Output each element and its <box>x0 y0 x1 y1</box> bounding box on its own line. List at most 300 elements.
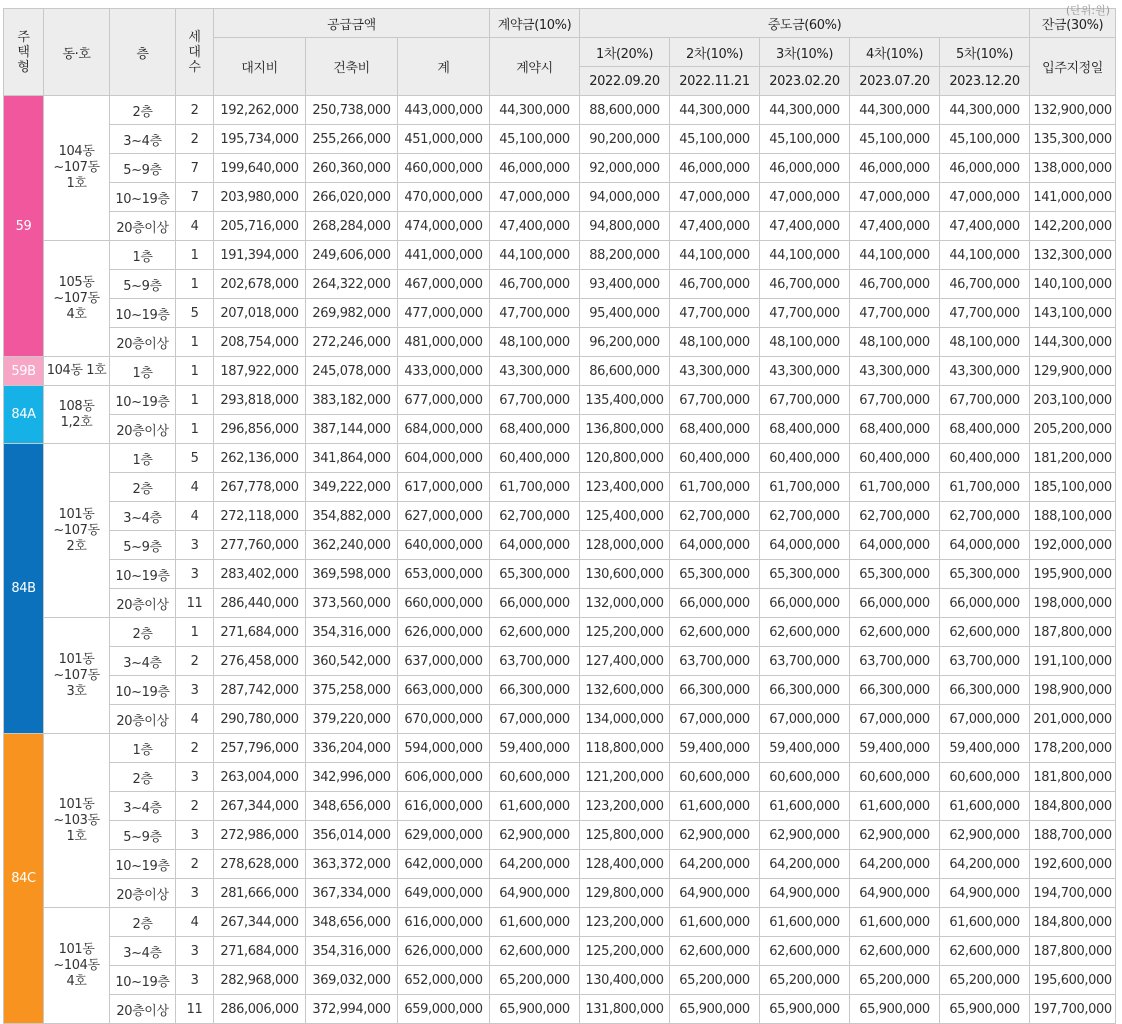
mid3-cell: 61,700,000 <box>760 473 850 502</box>
land-cell: 281,666,000 <box>214 879 306 908</box>
balance-cell: 184,800,000 <box>1030 792 1116 821</box>
mid3-cell: 64,900,000 <box>760 879 850 908</box>
mid4-cell: 64,200,000 <box>850 850 940 879</box>
mid1-cell: 96,200,000 <box>580 328 670 357</box>
land-cell: 203,980,000 <box>214 183 306 212</box>
balance-cell: 195,600,000 <box>1030 966 1116 995</box>
mid3-cell: 62,600,000 <box>760 618 850 647</box>
mid5-cell: 59,400,000 <box>940 734 1030 763</box>
mid1-cell: 125,800,000 <box>580 821 670 850</box>
mid3-cell: 47,000,000 <box>760 183 850 212</box>
table-row <box>4 589 1116 618</box>
deposit-cell: 65,300,000 <box>490 560 580 589</box>
header-mid-round-4: 4차(10%) <box>850 38 940 67</box>
mid1-cell: 131,800,000 <box>580 995 670 1024</box>
deposit-cell: 64,900,000 <box>490 879 580 908</box>
table-header <box>4 9 1116 96</box>
mid1-cell: 128,000,000 <box>580 531 670 560</box>
housing-type-cell: 59 <box>4 96 44 357</box>
balance-cell: 197,700,000 <box>1030 995 1116 1024</box>
total-cell: 640,000,000 <box>398 531 490 560</box>
mid2-cell: 47,000,000 <box>670 183 760 212</box>
mid4-cell: 46,700,000 <box>850 270 940 299</box>
mid5-cell: 64,000,000 <box>940 531 1030 560</box>
total-cell: 659,000,000 <box>398 995 490 1024</box>
deposit-cell: 62,900,000 <box>490 821 580 850</box>
table-body <box>4 96 1116 1024</box>
total-cell: 616,000,000 <box>398 908 490 937</box>
mid1-cell: 123,200,000 <box>580 908 670 937</box>
table-row <box>4 821 1116 850</box>
mid3-cell: 65,200,000 <box>760 966 850 995</box>
building-cell: 354,316,000 <box>306 937 398 966</box>
building-cell: 336,204,000 <box>306 734 398 763</box>
mid4-cell: 45,100,000 <box>850 125 940 154</box>
mid2-cell: 46,000,000 <box>670 154 760 183</box>
table-row <box>4 386 1116 415</box>
deposit-cell: 43,300,000 <box>490 357 580 386</box>
deposit-cell: 61,600,000 <box>490 908 580 937</box>
table-row <box>4 734 1116 763</box>
table-row <box>4 995 1116 1024</box>
mid2-cell: 65,200,000 <box>670 966 760 995</box>
header-mid-round-1: 1차(20%) <box>580 38 670 67</box>
mid5-cell: 68,400,000 <box>940 415 1030 444</box>
deposit-cell: 47,400,000 <box>490 212 580 241</box>
balance-cell: 141,000,000 <box>1030 183 1116 212</box>
balance-cell: 132,300,000 <box>1030 241 1116 270</box>
building-cell: 372,994,000 <box>306 995 398 1024</box>
mid3-cell: 61,600,000 <box>760 792 850 821</box>
units-cell: 3 <box>176 531 214 560</box>
land-cell: 205,716,000 <box>214 212 306 241</box>
floor-cell: 10~19층 <box>110 560 176 589</box>
total-cell: 443,000,000 <box>398 96 490 125</box>
header-deposit-when: 계약시 <box>490 38 580 96</box>
mid5-cell: 44,300,000 <box>940 96 1030 125</box>
total-cell: 626,000,000 <box>398 618 490 647</box>
mid3-cell: 67,700,000 <box>760 386 850 415</box>
units-cell: 2 <box>176 734 214 763</box>
table-row <box>4 618 1116 647</box>
mid3-cell: 47,700,000 <box>760 299 850 328</box>
mid2-cell: 59,400,000 <box>670 734 760 763</box>
housing-type-cell: 59B <box>4 357 44 386</box>
mid2-cell: 44,100,000 <box>670 241 760 270</box>
total-cell: 474,000,000 <box>398 212 490 241</box>
deposit-cell: 48,100,000 <box>490 328 580 357</box>
building-cell: 348,656,000 <box>306 908 398 937</box>
building-cell: 375,258,000 <box>306 676 398 705</box>
deposit-cell: 45,100,000 <box>490 125 580 154</box>
units-cell: 3 <box>176 560 214 589</box>
mid1-cell: 123,200,000 <box>580 792 670 821</box>
land-cell: 278,628,000 <box>214 850 306 879</box>
building-cell: 269,982,000 <box>306 299 398 328</box>
mid1-cell: 125,200,000 <box>580 937 670 966</box>
floor-cell: 3~4층 <box>110 502 176 531</box>
total-cell: 637,000,000 <box>398 647 490 676</box>
total-cell: 629,000,000 <box>398 821 490 850</box>
balance-cell: 187,800,000 <box>1030 937 1116 966</box>
balance-cell: 185,100,000 <box>1030 473 1116 502</box>
total-cell: 677,000,000 <box>398 386 490 415</box>
units-cell: 1 <box>176 357 214 386</box>
deposit-cell: 62,600,000 <box>490 937 580 966</box>
building-cell: 360,542,000 <box>306 647 398 676</box>
total-cell: 606,000,000 <box>398 763 490 792</box>
land-cell: 192,262,000 <box>214 96 306 125</box>
mid4-cell: 62,600,000 <box>850 618 940 647</box>
mid5-cell: 65,300,000 <box>940 560 1030 589</box>
mid1-cell: 90,200,000 <box>580 125 670 154</box>
mid4-cell: 61,700,000 <box>850 473 940 502</box>
mid5-cell: 64,900,000 <box>940 879 1030 908</box>
land-cell: 286,006,000 <box>214 995 306 1024</box>
building-cell: 249,606,000 <box>306 241 398 270</box>
mid2-cell: 61,600,000 <box>670 792 760 821</box>
land-cell: 271,684,000 <box>214 937 306 966</box>
deposit-cell: 47,700,000 <box>490 299 580 328</box>
floor-cell: 20층이상 <box>110 212 176 241</box>
mid1-cell: 136,800,000 <box>580 415 670 444</box>
land-cell: 277,760,000 <box>214 531 306 560</box>
balance-cell: 195,900,000 <box>1030 560 1116 589</box>
deposit-cell: 47,000,000 <box>490 183 580 212</box>
building-cell: 255,266,000 <box>306 125 398 154</box>
total-cell: 626,000,000 <box>398 937 490 966</box>
units-cell: 4 <box>176 908 214 937</box>
mid3-cell: 65,300,000 <box>760 560 850 589</box>
balance-cell: 191,100,000 <box>1030 647 1116 676</box>
building-cell: 266,020,000 <box>306 183 398 212</box>
deposit-cell: 67,000,000 <box>490 705 580 734</box>
total-cell: 684,000,000 <box>398 415 490 444</box>
mid3-cell: 62,600,000 <box>760 937 850 966</box>
floor-cell: 10~19층 <box>110 850 176 879</box>
deposit-cell: 65,200,000 <box>490 966 580 995</box>
mid2-cell: 44,300,000 <box>670 96 760 125</box>
housing-type-cell: 84A <box>4 386 44 444</box>
units-cell: 7 <box>176 154 214 183</box>
mid3-cell: 60,400,000 <box>760 444 850 473</box>
mid4-cell: 44,100,000 <box>850 241 940 270</box>
mid5-cell: 46,700,000 <box>940 270 1030 299</box>
balance-cell: 144,300,000 <box>1030 328 1116 357</box>
mid2-cell: 67,000,000 <box>670 705 760 734</box>
floor-cell: 5~9층 <box>110 531 176 560</box>
land-cell: 195,734,000 <box>214 125 306 154</box>
mid5-cell: 62,700,000 <box>940 502 1030 531</box>
mid5-cell: 67,000,000 <box>940 705 1030 734</box>
floor-cell: 10~19층 <box>110 299 176 328</box>
units-cell: 3 <box>176 821 214 850</box>
header-type: 주 택 형 <box>4 9 44 96</box>
floor-cell: 2층 <box>110 908 176 937</box>
units-cell: 7 <box>176 183 214 212</box>
units-cell: 4 <box>176 473 214 502</box>
mid4-cell: 68,400,000 <box>850 415 940 444</box>
table-row <box>4 444 1116 473</box>
mid3-cell: 61,600,000 <box>760 908 850 937</box>
mid1-cell: 125,400,000 <box>580 502 670 531</box>
building-cell: 272,246,000 <box>306 328 398 357</box>
table-row <box>4 241 1116 270</box>
units-cell: 2 <box>176 850 214 879</box>
mid3-cell: 66,300,000 <box>760 676 850 705</box>
deposit-cell: 46,700,000 <box>490 270 580 299</box>
mid4-cell: 64,000,000 <box>850 531 940 560</box>
mid4-cell: 64,900,000 <box>850 879 940 908</box>
floor-cell: 1층 <box>110 734 176 763</box>
units-cell: 1 <box>176 386 214 415</box>
balance-cell: 188,700,000 <box>1030 821 1116 850</box>
balance-cell: 184,800,000 <box>1030 908 1116 937</box>
mid5-cell: 66,000,000 <box>940 589 1030 618</box>
header-land: 대지비 <box>214 38 306 96</box>
mid3-cell: 44,100,000 <box>760 241 850 270</box>
deposit-cell: 65,900,000 <box>490 995 580 1024</box>
mid4-cell: 63,700,000 <box>850 647 940 676</box>
table-row <box>4 705 1116 734</box>
mid2-cell: 64,900,000 <box>670 879 760 908</box>
land-cell: 263,004,000 <box>214 763 306 792</box>
table-row <box>4 154 1116 183</box>
mid4-cell: 60,600,000 <box>850 763 940 792</box>
land-cell: 262,136,000 <box>214 444 306 473</box>
deposit-cell: 44,300,000 <box>490 96 580 125</box>
table-row <box>4 531 1116 560</box>
mid4-cell: 65,300,000 <box>850 560 940 589</box>
deposit-cell: 66,000,000 <box>490 589 580 618</box>
table-row <box>4 879 1116 908</box>
header-middle: 중도금(60%) <box>580 9 1030 38</box>
building-cell: 356,014,000 <box>306 821 398 850</box>
building-cell: 369,032,000 <box>306 966 398 995</box>
floor-cell: 5~9층 <box>110 821 176 850</box>
mid5-cell: 48,100,000 <box>940 328 1030 357</box>
mid4-cell: 59,400,000 <box>850 734 940 763</box>
floor-cell: 3~4층 <box>110 647 176 676</box>
total-cell: 616,000,000 <box>398 792 490 821</box>
building-cell: 342,996,000 <box>306 763 398 792</box>
mid2-cell: 61,600,000 <box>670 908 760 937</box>
mid4-cell: 46,000,000 <box>850 154 940 183</box>
mid4-cell: 47,700,000 <box>850 299 940 328</box>
deposit-cell: 62,600,000 <box>490 618 580 647</box>
land-cell: 208,754,000 <box>214 328 306 357</box>
mid3-cell: 64,000,000 <box>760 531 850 560</box>
floor-cell: 20층이상 <box>110 415 176 444</box>
land-cell: 202,678,000 <box>214 270 306 299</box>
building-cell: 264,322,000 <box>306 270 398 299</box>
mid5-cell: 44,100,000 <box>940 241 1030 270</box>
land-cell: 271,684,000 <box>214 618 306 647</box>
mid1-cell: 95,400,000 <box>580 299 670 328</box>
mid1-cell: 129,800,000 <box>580 879 670 908</box>
building-cell: 387,144,000 <box>306 415 398 444</box>
mid1-cell: 132,000,000 <box>580 589 670 618</box>
mid1-cell: 134,000,000 <box>580 705 670 734</box>
table-row <box>4 966 1116 995</box>
header-mid-round-2: 2차(10%) <box>670 38 760 67</box>
header-mid-round-3: 3차(10%) <box>760 38 850 67</box>
dongho-cell: 101동 ~104동 4호 <box>44 908 110 1024</box>
table-row <box>4 502 1116 531</box>
floor-cell: 2층 <box>110 96 176 125</box>
dongho-cell: 101동 ~107동 3호 <box>44 618 110 734</box>
total-cell: 627,000,000 <box>398 502 490 531</box>
total-cell: 649,000,000 <box>398 879 490 908</box>
balance-cell: 192,000,000 <box>1030 531 1116 560</box>
land-cell: 286,440,000 <box>214 589 306 618</box>
total-cell: 477,000,000 <box>398 299 490 328</box>
mid4-cell: 66,000,000 <box>850 589 940 618</box>
balance-cell: 129,900,000 <box>1030 357 1116 386</box>
floor-cell: 2층 <box>110 618 176 647</box>
building-cell: 260,360,000 <box>306 154 398 183</box>
mid2-cell: 47,700,000 <box>670 299 760 328</box>
mid5-cell: 61,700,000 <box>940 473 1030 502</box>
supply-price-table <box>3 8 1116 1024</box>
mid3-cell: 44,300,000 <box>760 96 850 125</box>
balance-cell: 181,800,000 <box>1030 763 1116 792</box>
total-cell: 433,000,000 <box>398 357 490 386</box>
mid4-cell: 44,300,000 <box>850 96 940 125</box>
deposit-cell: 60,400,000 <box>490 444 580 473</box>
floor-cell: 20층이상 <box>110 705 176 734</box>
housing-type-cell: 84C <box>4 734 44 1024</box>
land-cell: 272,118,000 <box>214 502 306 531</box>
mid5-cell: 61,600,000 <box>940 792 1030 821</box>
floor-cell: 2층 <box>110 763 176 792</box>
land-cell: 191,394,000 <box>214 241 306 270</box>
header-mid-date-5: 2023.12.20 <box>940 67 1030 96</box>
mid3-cell: 62,900,000 <box>760 821 850 850</box>
mid2-cell: 68,400,000 <box>670 415 760 444</box>
balance-cell: 143,100,000 <box>1030 299 1116 328</box>
mid4-cell: 65,200,000 <box>850 966 940 995</box>
total-cell: 467,000,000 <box>398 270 490 299</box>
deposit-cell: 44,100,000 <box>490 241 580 270</box>
table-row <box>4 212 1116 241</box>
units-cell: 11 <box>176 995 214 1024</box>
mid3-cell: 48,100,000 <box>760 328 850 357</box>
mid4-cell: 48,100,000 <box>850 328 940 357</box>
balance-cell: 140,100,000 <box>1030 270 1116 299</box>
deposit-cell: 63,700,000 <box>490 647 580 676</box>
land-cell: 287,742,000 <box>214 676 306 705</box>
mid5-cell: 65,900,000 <box>940 995 1030 1024</box>
balance-cell: 192,600,000 <box>1030 850 1116 879</box>
building-cell: 354,316,000 <box>306 618 398 647</box>
units-cell: 3 <box>176 966 214 995</box>
units-cell: 1 <box>176 241 214 270</box>
floor-cell: 10~19층 <box>110 966 176 995</box>
deposit-cell: 46,000,000 <box>490 154 580 183</box>
mid4-cell: 67,700,000 <box>850 386 940 415</box>
mid2-cell: 62,600,000 <box>670 618 760 647</box>
total-cell: 663,000,000 <box>398 676 490 705</box>
mid2-cell: 61,700,000 <box>670 473 760 502</box>
building-cell: 250,738,000 <box>306 96 398 125</box>
land-cell: 257,796,000 <box>214 734 306 763</box>
units-cell: 3 <box>176 676 214 705</box>
balance-cell: 132,900,000 <box>1030 96 1116 125</box>
balance-cell: 188,100,000 <box>1030 502 1116 531</box>
total-cell: 617,000,000 <box>398 473 490 502</box>
table-row <box>4 415 1116 444</box>
mid5-cell: 62,600,000 <box>940 618 1030 647</box>
building-cell: 354,882,000 <box>306 502 398 531</box>
mid3-cell: 60,600,000 <box>760 763 850 792</box>
deposit-cell: 60,600,000 <box>490 763 580 792</box>
land-cell: 296,856,000 <box>214 415 306 444</box>
floor-cell: 10~19층 <box>110 676 176 705</box>
mid5-cell: 62,900,000 <box>940 821 1030 850</box>
mid4-cell: 62,900,000 <box>850 821 940 850</box>
mid5-cell: 45,100,000 <box>940 125 1030 154</box>
mid1-cell: 132,600,000 <box>580 676 670 705</box>
floor-cell: 2층 <box>110 473 176 502</box>
balance-cell: 201,000,000 <box>1030 705 1116 734</box>
balance-cell: 181,200,000 <box>1030 444 1116 473</box>
mid1-cell: 92,000,000 <box>580 154 670 183</box>
mid2-cell: 65,300,000 <box>670 560 760 589</box>
table-row <box>4 183 1116 212</box>
mid2-cell: 64,200,000 <box>670 850 760 879</box>
units-cell: 4 <box>176 212 214 241</box>
total-cell: 451,000,000 <box>398 125 490 154</box>
table-row <box>4 850 1116 879</box>
header-mid-date-1: 2022.09.20 <box>580 67 670 96</box>
table-row <box>4 937 1116 966</box>
balance-cell: 194,700,000 <box>1030 879 1116 908</box>
building-cell: 373,560,000 <box>306 589 398 618</box>
floor-cell: 10~19층 <box>110 183 176 212</box>
table-row <box>4 792 1116 821</box>
floor-cell: 3~4층 <box>110 792 176 821</box>
mid1-cell: 130,400,000 <box>580 966 670 995</box>
units-cell: 2 <box>176 96 214 125</box>
total-cell: 470,000,000 <box>398 183 490 212</box>
dongho-cell: 101동 ~107동 2호 <box>44 444 110 618</box>
floor-cell: 1층 <box>110 444 176 473</box>
table-row <box>4 676 1116 705</box>
building-cell: 362,240,000 <box>306 531 398 560</box>
floor-cell: 5~9층 <box>110 154 176 183</box>
mid3-cell: 64,200,000 <box>760 850 850 879</box>
mid5-cell: 62,600,000 <box>940 937 1030 966</box>
mid3-cell: 62,700,000 <box>760 502 850 531</box>
land-cell: 267,344,000 <box>214 792 306 821</box>
mid1-cell: 125,200,000 <box>580 618 670 647</box>
units-cell: 2 <box>176 647 214 676</box>
land-cell: 207,018,000 <box>214 299 306 328</box>
header-total: 계 <box>398 38 490 96</box>
balance-cell: 203,100,000 <box>1030 386 1116 415</box>
land-cell: 267,778,000 <box>214 473 306 502</box>
units-cell: 3 <box>176 879 214 908</box>
mid4-cell: 65,900,000 <box>850 995 940 1024</box>
table-row <box>4 270 1116 299</box>
header-dongho: 동·호 <box>44 9 110 96</box>
mid2-cell: 66,000,000 <box>670 589 760 618</box>
building-cell: 245,078,000 <box>306 357 398 386</box>
dongho-cell: 104동 1호 <box>44 357 110 386</box>
mid5-cell: 64,200,000 <box>940 850 1030 879</box>
mid2-cell: 62,900,000 <box>670 821 760 850</box>
